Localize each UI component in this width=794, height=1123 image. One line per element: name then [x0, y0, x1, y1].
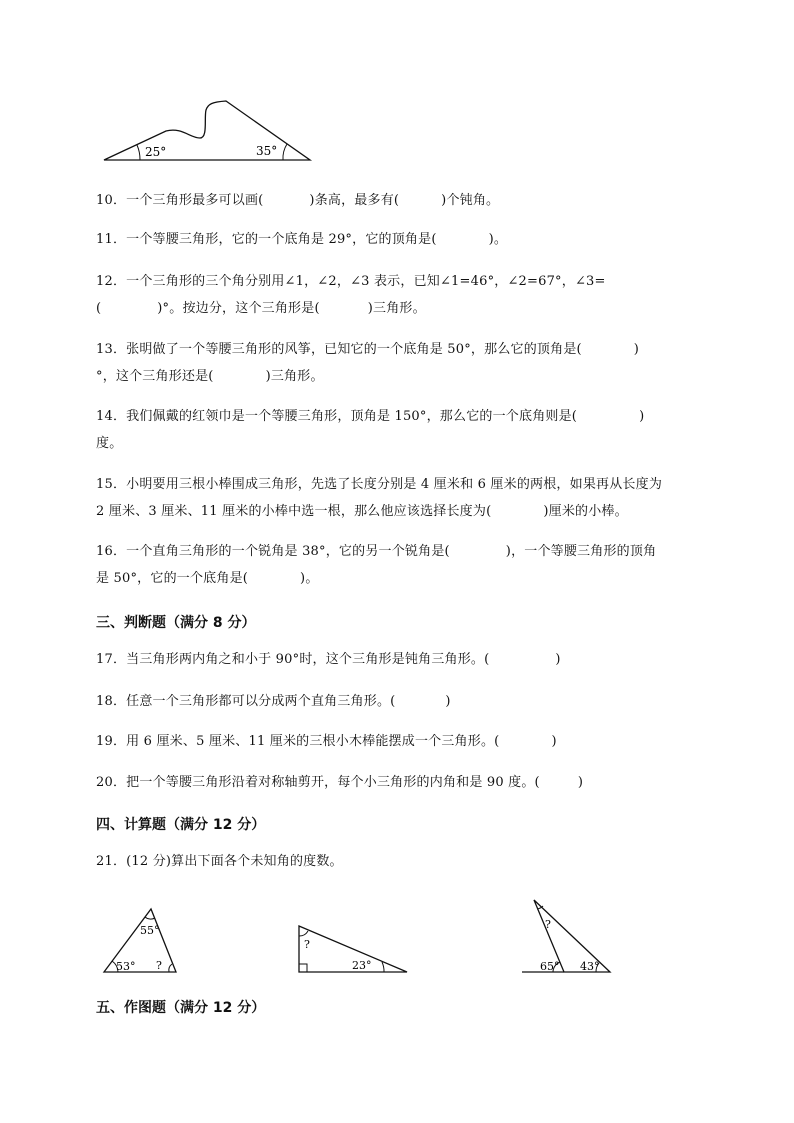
angle-label-left: 25° — [145, 145, 167, 159]
question-15-line1: 15．小明要用三根小棒围成三角形，先选了长度分别是 4 厘米和 6 厘米的两根，如果再从长度为 — [96, 477, 663, 492]
fig2-right-angle: 23° — [352, 959, 372, 972]
question-15-line2: 2 厘米、3 厘米、11 厘米的小棒中选一根，那么他应该选择长度为( )厘米的小棒。 — [96, 504, 628, 519]
fig3-left-angle: 65° — [540, 960, 560, 973]
question-13-line2: °，这个三角形还是( )三角形。 — [96, 369, 324, 384]
calc-triangle-3 — [522, 896, 614, 976]
question-12-line2: ( )°。按边分，这个三角形是( )三角形。 — [96, 301, 426, 316]
question-16-line2: 是 50°，它的一个底角是( )。 — [96, 571, 319, 586]
section-3-heading: 三、判断题（满分 8 分） — [96, 615, 256, 631]
question-20: 20．把一个等腰三角形沿着对称轴剪开，每个小三角形的内角和是 90 度。( ) — [96, 775, 584, 790]
fig1-right-angle: ? — [156, 959, 162, 972]
fig3-top-angle: ? — [545, 918, 551, 931]
section-4-heading: 四、计算题（满分 12 分） — [96, 817, 266, 833]
question-17: 17．当三角形两内角之和小于 90°时，这个三角形是钝角三角形。( ) — [96, 652, 561, 667]
angle-label-right: 35° — [256, 144, 278, 158]
calc-triangle-1 — [100, 904, 180, 976]
calc-triangle-2 — [295, 922, 411, 976]
question-11: 11．一个等腰三角形，它的一个底角是 29°，它的顶角是( )。 — [96, 232, 508, 247]
question-12-line1: 12．一个三角形的三个角分别用∠1，∠2，∠3 表示，已知∠1=46°，∠2=67°，∠3= — [96, 274, 606, 289]
question-16-line1: 16．一个直角三角形的一个锐角是 38°，它的另一个锐角是( )，一个等腰三角形的顶角 — [96, 544, 657, 559]
question-14-line2: 度。 — [96, 436, 123, 451]
fig1-left-angle: 53° — [116, 960, 136, 973]
question-18: 18．任意一个三角形都可以分成两个直角三角形。( ) — [96, 694, 451, 709]
question-13-line1: 13．张明做了一个等腰三角形的风筝，已知它的一个底角是 50°，那么它的顶角是( ) — [96, 342, 640, 357]
torn-triangle-figure — [100, 98, 315, 166]
question-21: 21．(12 分)算出下面各个未知角的度数。 — [96, 854, 343, 869]
fig1-top-angle: 55° — [140, 924, 160, 937]
question-10: 10．一个三角形最多可以画( )条高，最多有( )个钝角。 — [96, 193, 500, 208]
question-19: 19．用 6 厘米、5 厘米、11 厘米的三根小木棒能摆成一个三角形。( ) — [96, 734, 557, 749]
fig2-top-angle: ? — [304, 938, 310, 951]
fig3-right-angle: 43° — [580, 960, 600, 973]
question-14-line1: 14．我们佩戴的红领巾是一个等腰三角形，顶角是 150°，那么它的一个底角则是( ) — [96, 409, 645, 424]
section-5-heading: 五、作图题（满分 12 分） — [96, 1000, 266, 1016]
